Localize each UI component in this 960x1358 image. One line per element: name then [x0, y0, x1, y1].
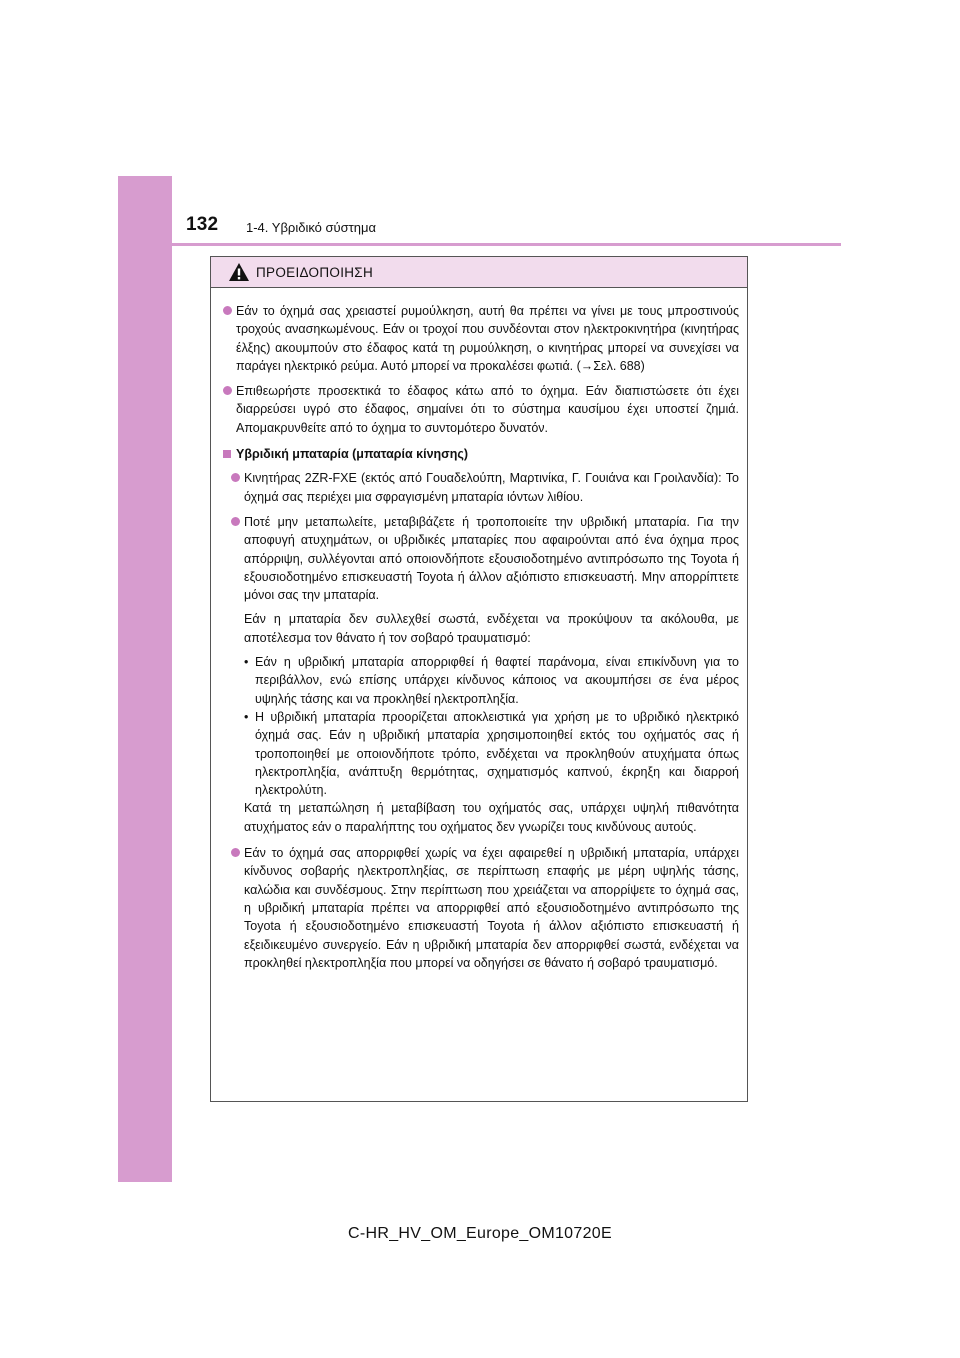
warning-body	[211, 288, 747, 972]
dot-mark: •	[244, 709, 249, 724]
warning-paragraph: Εάν η μπαταρία δεν συλλεχθεί σωστά, ενδέχεται να προκύψουν τα ακόλουθα, με αποτέλεσμα τον θάνατο ή τον σοβαρό τραυματισμό:	[244, 612, 739, 645]
dot-list-item	[244, 708, 739, 799]
warning-paragraph: Κατά τη μεταπώληση ή μεταβίβαση του οχήματός σας, υπάρχει υψηλή πιθανότητα ατυχήματος εάν ο παραλήπτης του οχήματος δεν γνωρίζει τους κινδύνους αυτούς.	[244, 801, 739, 834]
warning-triangle-icon	[228, 262, 250, 282]
dot-list-text: Η υβριδική μπαταρία προορίζεται αποκλειστικά για χρήση με το υβριδικό ηλεκτρικό όχημά σας. Εάν η υβριδική μπαταρία χρησιμοποιηθεί εκτός του οχήματός σας ή τροποποιηθεί με οποιονδήποτε τρόπο, ενδέχεται να προκληθούν ατυχήματα όπως ηλεκτροπληξία, ανάπτυξη θερμότητας, σχηματισμός καπνού, έκρηξη και διαρροή ηλεκτρολύτη.	[255, 709, 739, 798]
warning-bullet-text: Κινητήρας 2ZR-FXE (εκτός από Γουαδελούπη, Μαρτινίκα, Γ. Γουιάνα και Γροιλανδία): Το όχημά σας περιέχει μια σφραγισμένη μπαταρία ιόντων λιθίου.	[244, 471, 739, 504]
warning-bullet	[231, 469, 739, 506]
bullet-dot-icon	[223, 306, 232, 315]
subsection-heading	[223, 445, 739, 463]
warning-bullet-text: Ποτέ μην μεταπωλείτε, μεταβιβάζετε ή τροποποιείτε την υβριδική μπαταρία. Για την αποφυγή ατυχημάτων, οι υβριδικές μπαταρίες που αφαιρούνται από ένα όχημα προς απόρριψη, συλλέγονται από οποιονδήποτε εξουσιοδοτημένο αντιπρόσωπο της Toyota ή εξουσιοδοτημένο επισκευαστή Toyota ή άλλον αξιόπιστο επισκευαστή. Μην απορρίπτετε μόνοι σας την μπαταρία.	[244, 514, 739, 603]
bullet-dot-icon	[231, 517, 240, 526]
warning-bullet-text: Επιθεωρήστε προσεκτικά το έδαφος κάτω από το όχημα. Εάν διαπιστώσετε ότι έχει διαρρεύσει υγρό στο έδαφος, σημαίνει ότι το σύστημα καυσίμου έχει υποστεί ζημιά. Απομακρυνθείτε από το όχημα το συντομότερο δυνατόν.	[236, 384, 739, 435]
warning-header	[211, 257, 747, 288]
warning-bullet	[231, 844, 739, 972]
warning-bullet-text: Εάν το όχημά σας απορριφθεί χωρίς να έχει αφαιρεθεί η υβριδική μπαταρία, υπάρχει κίνδυνος σοβαρής ηλεκτροπληξίας, σε περίπτωση επαφής με μέρη υψηλής τάσης, καλώδια και συνδέσμους. Στην περίπτωση που χρειάζεται να απορρίψετε το όχημά σας, η υβριδική μπαταρία πρέπει να απορριφθεί από εξουσιοδοτημένο αντιπρόσωπο της Toyota ή εξουσιοδοτημένο επισκευαστή Toyota ή άλλον αξιόπιστο επισκευαστή ή εξειδικευμένο συνεργείο. Εάν η υβριδική μπαταρία δεν απορριφθεί σωστά, ενδέχεται να προκληθεί ηλεκτροπληξία που μπορεί να οδηγήσει σε θάνατο ή σοβαρό τραυματισμό.	[244, 846, 739, 970]
bullet-dot-icon	[231, 473, 240, 482]
warning-title: ΠΡΟΕΙΔΟΠΟΙΗΣΗ	[256, 264, 373, 280]
warning-bullet	[223, 302, 739, 375]
bullet-dot-icon	[223, 386, 232, 395]
warning-box	[210, 256, 748, 1102]
side-color-band	[118, 176, 172, 1182]
warning-bullet-text: Εάν το όχημά σας χρειαστεί ρυμούλκηση, αυτή θα πρέπει να γίνει με τους μπροστινούς τροχούς ανασηκωμένους. Εάν οι τροχοί που συνδέονται στον ηλεκτροκινητήρα (κινητήρας έλξης) ακουμπούν στο έδαφος κατά τη ρυμούλκηση, ο κινητήρας μπορεί να συνεχίσει να παράγει ηλεκτρικό ρεύμα. Αυτό μπορεί να προκαλέσει φωτιά. (→Σελ. 688)	[236, 304, 739, 373]
header-divider	[172, 243, 841, 246]
dot-list-text: Εάν η υβριδική μπαταρία απορριφθεί ή θαφτεί παράνομα, είναι επικίνδυνη για το περιβάλλον, ενώ επίσης υπάρχει κίνδυνος κάποιος να ακουμπήσει σε ένα μέρος υψηλής τάσης και να προκληθεί ηλεκτροπληξία.	[255, 655, 739, 706]
subsection-title: Υβριδική μπαταρία (μπαταρία κίνησης)	[236, 447, 469, 462]
dot-mark: •	[244, 655, 249, 670]
document-code: C-HR_HV_OM_Europe_OM10720E	[348, 1225, 612, 1242]
warning-bullet	[223, 382, 739, 437]
page-number: 132	[186, 214, 219, 235]
dot-list-item	[244, 653, 739, 708]
bullet-dot-icon	[231, 848, 240, 857]
square-bullet-icon	[223, 450, 231, 458]
warning-bullet	[231, 513, 739, 604]
section-title: 1-4. Υβριδικό σύστημα	[246, 220, 377, 235]
